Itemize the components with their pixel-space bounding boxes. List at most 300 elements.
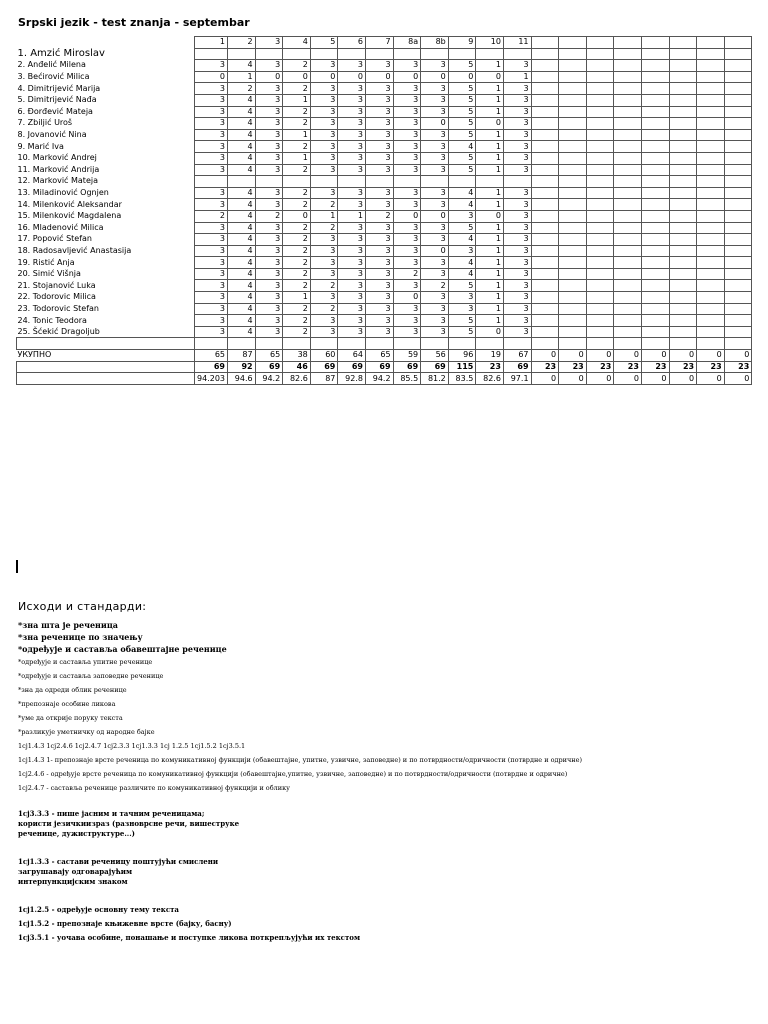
percent-cell: 85.5: [393, 373, 421, 385]
empty-cell: [531, 280, 559, 292]
percent-cell: 82.6: [476, 373, 504, 385]
max-cell: 23: [531, 361, 559, 373]
empty-cell: [531, 48, 559, 60]
empty-cell: [559, 71, 587, 83]
student-name: 14. Milenković Aleksandar: [17, 199, 122, 209]
empty-cell: [559, 164, 587, 176]
score-cell: 0: [421, 71, 449, 83]
empty-cell: [195, 176, 228, 188]
empty-cell: [531, 245, 559, 257]
empty-cell: [669, 48, 697, 60]
score-cell: 1: [476, 60, 504, 72]
percent-cell: 94.6: [228, 373, 256, 385]
score-cell: 3: [195, 222, 228, 234]
score-cell: 1: [283, 152, 311, 164]
standard-line: *одређује и саставља упитне реченице: [18, 658, 153, 666]
empty-cell: [724, 164, 752, 176]
score-cell: 3: [195, 187, 228, 199]
column-header: 7: [365, 37, 393, 49]
score-cell: 3: [255, 326, 283, 338]
empty-cell: [669, 152, 697, 164]
empty-cell: [559, 210, 587, 222]
empty-cell: [476, 48, 504, 60]
student-name: 2. Anđelić Milena: [17, 60, 86, 70]
empty-cell: [614, 141, 642, 153]
score-cell: 3: [393, 106, 421, 118]
score-cell: 3: [421, 83, 449, 95]
score-cell: 2: [283, 187, 311, 199]
empty-cell: [559, 234, 587, 246]
score-cell: 3: [195, 326, 228, 338]
column-header: [531, 37, 559, 49]
empty-cell: [531, 129, 559, 141]
score-cell: 3: [255, 141, 283, 153]
empty-cell: [724, 257, 752, 269]
percent-cell: 87: [310, 373, 338, 385]
standard-block: [18, 857, 758, 887]
score-cell: 5: [448, 83, 476, 95]
score-cell: 1: [476, 234, 504, 246]
percent-row: [17, 373, 752, 385]
score-cell: 3: [255, 292, 283, 304]
score-cell: 3: [310, 187, 338, 199]
score-cell: 1: [476, 141, 504, 153]
empty-cell: [531, 303, 559, 315]
column-header: 5: [310, 37, 338, 49]
empty-cell: [697, 234, 725, 246]
student-name: 8. Jovanović Nina: [17, 130, 87, 140]
student-row: [17, 292, 752, 304]
score-cell: 3: [255, 280, 283, 292]
empty-cell: [586, 315, 614, 327]
score-cell: 3: [195, 60, 228, 72]
score-cell: 3: [393, 141, 421, 153]
score-cell: 3: [365, 106, 393, 118]
totals-cell: 0: [724, 350, 752, 362]
empty-cell: [697, 268, 725, 280]
score-cell: 0: [476, 71, 504, 83]
score-cell: 4: [228, 141, 256, 153]
score-cell: 3: [393, 315, 421, 327]
max-cell: 69: [255, 361, 283, 373]
empty-cell: [669, 315, 697, 327]
score-cell: 3: [393, 164, 421, 176]
score-cell: 3: [421, 187, 449, 199]
student-row: [17, 176, 752, 188]
score-cell: 3: [255, 118, 283, 130]
student-row: [17, 234, 752, 246]
score-cell: 0: [421, 245, 449, 257]
outcome-line: *одређује и саставља обавештајне реченице: [18, 644, 227, 654]
empty-cell: [531, 152, 559, 164]
standard-line: *разликује уметничку од народне бајке: [18, 728, 155, 736]
standard-line: *зна да одреди облик реченице: [18, 686, 127, 694]
score-cell: 3: [195, 268, 228, 280]
score-cell: 4: [228, 315, 256, 327]
max-cell: 23: [641, 361, 669, 373]
score-cell: 3: [338, 268, 366, 280]
empty-cell: [614, 187, 642, 199]
empty-cell: [586, 234, 614, 246]
score-cell: 3: [255, 315, 283, 327]
score-cell: 3: [503, 326, 531, 338]
totals-cell: 19: [476, 350, 504, 362]
standards-section: [18, 600, 758, 947]
standard-line: 1cj1.4.3 1cj2.4.6 1cj2.4.7 1cj2.3.3 1cj1.3.3 1cj 1.2.5 1cj1.5.2 1cj3.5.1: [18, 742, 246, 750]
score-cell: 5: [448, 326, 476, 338]
empty-cell: [669, 338, 697, 350]
empty-cell: [614, 129, 642, 141]
header-name-cell: [17, 37, 195, 49]
empty-cell: [255, 338, 283, 350]
empty-cell: [338, 48, 366, 60]
score-cell: 4: [228, 303, 256, 315]
score-cell: 5: [448, 280, 476, 292]
max-cell: 69: [338, 361, 366, 373]
score-cell: 3: [338, 152, 366, 164]
column-header: [614, 37, 642, 49]
student-name: 11. Marković Andrija: [17, 164, 100, 174]
standard-line: 1cj2.4.6 - одређује врсте реченица по комуникативној функцији (обавештајне,упитне, узвичне, заповедне) и по потврдности/одричности (потврдне и одричне): [18, 770, 568, 778]
empty-cell: [724, 245, 752, 257]
student-row: [17, 257, 752, 269]
score-cell: 0: [421, 118, 449, 130]
score-cell: 2: [283, 303, 311, 315]
empty-cell: [531, 234, 559, 246]
standard-block: [18, 809, 758, 839]
score-cell: 3: [338, 303, 366, 315]
score-cell: 2: [283, 257, 311, 269]
score-cell: 1: [476, 129, 504, 141]
score-cell: 5: [448, 222, 476, 234]
score-cell: 3: [393, 245, 421, 257]
score-cell: 3: [310, 106, 338, 118]
score-cell: 4: [228, 326, 256, 338]
empty-cell: [531, 210, 559, 222]
empty-cell: [586, 48, 614, 60]
empty-cell: [559, 199, 587, 211]
empty-cell: [724, 83, 752, 95]
student-name: 18. Radosavljević Anastasija: [17, 245, 132, 255]
empty-cell: [641, 315, 669, 327]
student-name: 6. Đorđević Mateja: [17, 106, 93, 116]
score-cell: 3: [503, 129, 531, 141]
empty-cell: [448, 48, 476, 60]
score-cell: 2: [283, 60, 311, 72]
empty-cell: [586, 338, 614, 350]
score-cell: 0: [365, 71, 393, 83]
column-header: [724, 37, 752, 49]
score-cell: 3: [338, 292, 366, 304]
student-row: [17, 94, 752, 106]
column-header: [641, 37, 669, 49]
student-name: 15. Milenković Magdalena: [17, 211, 122, 221]
standard-block-line: 1cj1.5.2 - препознаје књижевне врсте (бајку, басну): [18, 919, 232, 928]
empty-cell: [724, 71, 752, 83]
score-cell: 3: [421, 326, 449, 338]
score-cell: 1: [476, 94, 504, 106]
empty-cell: [614, 303, 642, 315]
score-cell: 4: [448, 257, 476, 269]
empty-cell: [531, 268, 559, 280]
score-cell: 3: [365, 280, 393, 292]
student-name: 4. Dimitrijević Marija: [17, 83, 101, 93]
empty-cell: [531, 141, 559, 153]
empty-cell: [669, 71, 697, 83]
score-cell: 3: [503, 315, 531, 327]
score-cell: 3: [421, 268, 449, 280]
empty-cell: [559, 141, 587, 153]
score-cell: 1: [476, 315, 504, 327]
score-cell: 3: [195, 129, 228, 141]
student-row: [17, 71, 752, 83]
score-cell: 1: [503, 71, 531, 83]
score-cell: 1: [476, 292, 504, 304]
percent-cell: 0: [586, 373, 614, 385]
percent-cell: 0: [724, 373, 752, 385]
score-cell: 3: [255, 106, 283, 118]
score-cell: 3: [393, 94, 421, 106]
score-cell: 5: [448, 315, 476, 327]
empty-cell: [614, 257, 642, 269]
score-cell: 3: [393, 257, 421, 269]
empty-cell: [559, 187, 587, 199]
empty-cell: [669, 326, 697, 338]
score-cell: 2: [228, 83, 256, 95]
empty-cell: [586, 292, 614, 304]
totals-cell: 0: [669, 350, 697, 362]
score-cell: 3: [310, 152, 338, 164]
score-cell: 3: [338, 187, 366, 199]
percent-cell: 97.1: [503, 373, 531, 385]
empty-cell: [503, 48, 531, 60]
empty-cell: [641, 164, 669, 176]
student-row: [17, 303, 752, 315]
score-cell: 3: [338, 164, 366, 176]
score-cell: 0: [421, 210, 449, 222]
empty-cell: [559, 326, 587, 338]
max-cell: 23: [724, 361, 752, 373]
empty-cell: [421, 176, 449, 188]
score-cell: 3: [365, 245, 393, 257]
student-row: [17, 280, 752, 292]
student-name: 16. Mladenović Milica: [17, 222, 104, 232]
score-cell: 3: [503, 210, 531, 222]
max-cell: 23: [697, 361, 725, 373]
score-cell: 5: [448, 164, 476, 176]
score-cell: 3: [393, 83, 421, 95]
empty-cell: [724, 315, 752, 327]
empty-cell: [586, 210, 614, 222]
score-cell: 4: [228, 187, 256, 199]
totals-cell: 0: [586, 350, 614, 362]
score-cell: 3: [365, 234, 393, 246]
score-cell: 3: [393, 303, 421, 315]
score-cell: 3: [448, 292, 476, 304]
empty-cell: [531, 60, 559, 72]
empty-cell: [724, 152, 752, 164]
score-cell: 3: [421, 106, 449, 118]
empty-cell: [669, 164, 697, 176]
student-row: [17, 210, 752, 222]
student-row: [17, 141, 752, 153]
empty-cell: [559, 268, 587, 280]
text-cursor: [16, 560, 18, 573]
score-cell: 4: [228, 268, 256, 280]
empty-cell: [669, 118, 697, 130]
score-cell: 3: [255, 257, 283, 269]
empty-cell: [724, 268, 752, 280]
score-cell: 0: [476, 210, 504, 222]
score-cell: 3: [195, 106, 228, 118]
score-cell: 2: [283, 83, 311, 95]
column-header: 6: [338, 37, 366, 49]
score-cell: 3: [310, 326, 338, 338]
empty-cell: [641, 187, 669, 199]
empty-cell: [669, 268, 697, 280]
empty-cell: [448, 176, 476, 188]
empty-cell: [228, 338, 256, 350]
column-header: 2: [228, 37, 256, 49]
score-cell: 3: [255, 268, 283, 280]
score-cell: 4: [228, 152, 256, 164]
empty-cell: [283, 338, 311, 350]
column-header: [586, 37, 614, 49]
standards-heading: Исходи и стандарди:: [18, 600, 147, 613]
student-row: [17, 118, 752, 130]
score-cell: 2: [310, 280, 338, 292]
score-cell: 3: [393, 60, 421, 72]
score-cell: 2: [310, 222, 338, 234]
outcome-line: *зна реченице по значењу: [18, 632, 143, 642]
score-cell: 3: [310, 83, 338, 95]
score-cell: 4: [448, 234, 476, 246]
score-cell: 3: [393, 152, 421, 164]
spacer-row: [17, 338, 752, 350]
score-cell: 3: [393, 234, 421, 246]
empty-cell: [531, 222, 559, 234]
score-cell: 3: [365, 164, 393, 176]
empty-cell: [228, 176, 256, 188]
score-cell: 2: [283, 280, 311, 292]
score-cell: 3: [365, 187, 393, 199]
empty-cell: [586, 268, 614, 280]
totals-cell: 87: [228, 350, 256, 362]
score-cell: 3: [338, 257, 366, 269]
empty-cell: [697, 280, 725, 292]
percent-cell: 0: [669, 373, 697, 385]
empty-cell: [559, 280, 587, 292]
empty-cell: [641, 234, 669, 246]
empty-cell: [614, 245, 642, 257]
score-cell: 3: [421, 152, 449, 164]
student-row: [17, 268, 752, 280]
empty-cell: [586, 94, 614, 106]
column-header: [559, 37, 587, 49]
empty-cell: [724, 280, 752, 292]
score-cell: 3: [448, 245, 476, 257]
empty-cell: [724, 222, 752, 234]
score-cell: 3: [421, 303, 449, 315]
score-cell: 3: [338, 245, 366, 257]
percent-cell: 0: [531, 373, 559, 385]
score-cell: 2: [283, 106, 311, 118]
totals-cell: 65: [365, 350, 393, 362]
empty-cell: [586, 141, 614, 153]
score-cell: 2: [283, 199, 311, 211]
score-cell: 3: [310, 315, 338, 327]
score-cell: 4: [228, 129, 256, 141]
score-cell: 2: [283, 315, 311, 327]
score-cell: 3: [503, 280, 531, 292]
score-cell: 5: [448, 94, 476, 106]
score-cell: 0: [310, 71, 338, 83]
score-cell: 3: [393, 118, 421, 130]
max-row: [17, 361, 752, 373]
score-cell: 3: [503, 164, 531, 176]
empty-cell: [614, 234, 642, 246]
score-cell: 1: [476, 268, 504, 280]
score-cell: 4: [228, 245, 256, 257]
empty-cell: [559, 106, 587, 118]
standard-block-line: 1cj3.5.1 - уочава особине, понашање и поступке ликова поткрепљујући их текстом: [18, 933, 361, 942]
student-name: 17. Popović Stefan: [17, 234, 92, 244]
score-cell: 3: [255, 152, 283, 164]
empty-cell: [614, 106, 642, 118]
score-cell: 3: [393, 199, 421, 211]
score-cell: 2: [310, 199, 338, 211]
score-cell: 0: [283, 71, 311, 83]
score-cell: 4: [448, 199, 476, 211]
score-cell: 0: [393, 71, 421, 83]
empty-cell: [586, 106, 614, 118]
score-cell: 3: [338, 141, 366, 153]
column-header: 11: [503, 37, 531, 49]
student-name: 3. Bećirović Milica: [17, 72, 90, 82]
empty-cell: [697, 187, 725, 199]
score-cell: 2: [283, 245, 311, 257]
empty-cell: [669, 210, 697, 222]
totals-cell: 96: [448, 350, 476, 362]
empty-cell: [724, 141, 752, 153]
empty-cell: [614, 164, 642, 176]
score-cell: 0: [283, 210, 311, 222]
score-cell: 3: [255, 199, 283, 211]
score-cell: 1: [476, 152, 504, 164]
score-cell: 3: [195, 152, 228, 164]
empty-cell: [724, 60, 752, 72]
empty-cell: [669, 94, 697, 106]
student-name: 1. Amzić Miroslav: [17, 48, 105, 59]
student-name: 12. Marković Mateja: [17, 176, 98, 186]
student-row: [17, 199, 752, 211]
student-row: [17, 83, 752, 95]
empty-cell: [724, 129, 752, 141]
empty-cell: [586, 303, 614, 315]
empty-cell: [393, 176, 421, 188]
percent-cell: 92.8: [338, 373, 366, 385]
standard-block-line: реченице, дужиструктуре...): [18, 829, 135, 838]
empty-cell: [586, 176, 614, 188]
empty-cell: [531, 338, 559, 350]
empty-cell: [641, 94, 669, 106]
score-cell: 3: [393, 129, 421, 141]
empty-cell: [697, 245, 725, 257]
score-cell: 1: [283, 94, 311, 106]
score-cell: 3: [195, 234, 228, 246]
empty-cell: [724, 338, 752, 350]
empty-cell: [697, 303, 725, 315]
